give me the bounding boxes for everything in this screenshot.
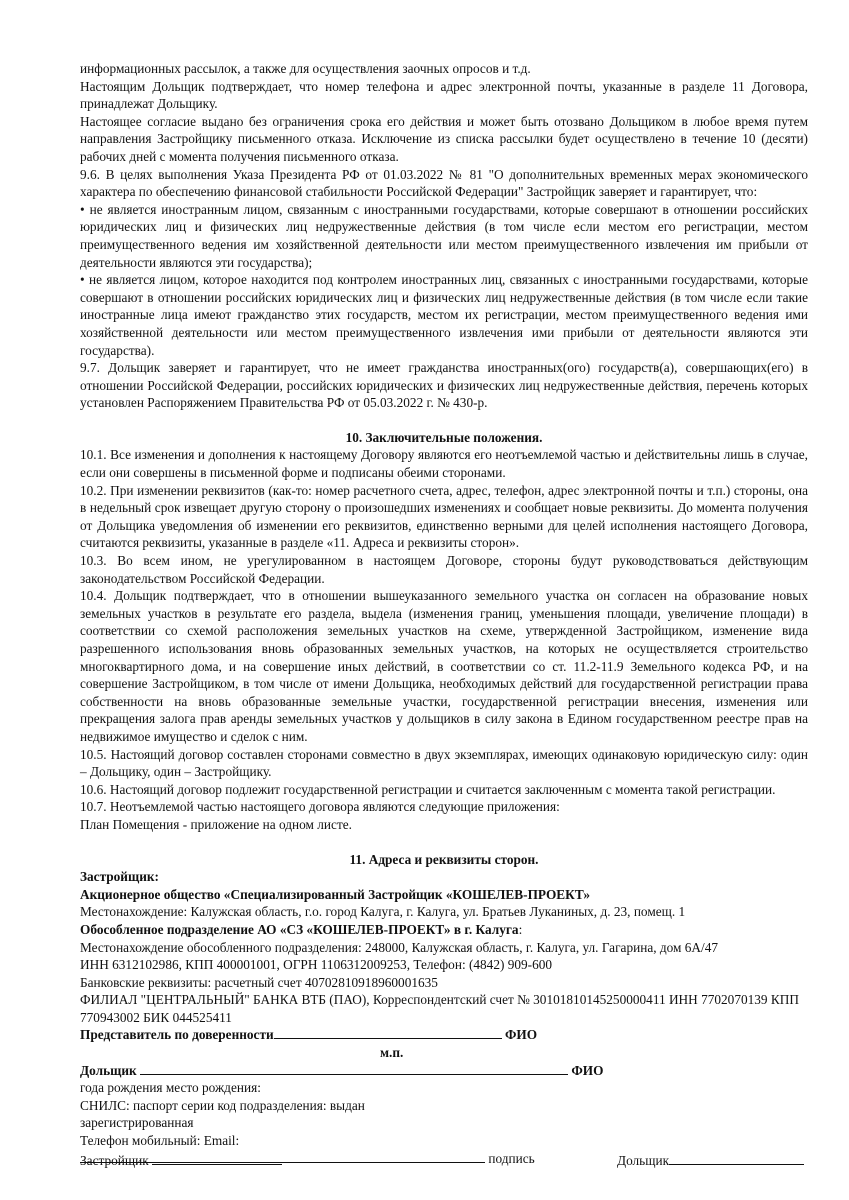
intro-paragraph: Настоящее согласие выдано без ограничения срока его действия и может быть отозвано Дольщиком в любое время путем направления Застройщику письменного отказа. Исключение из списка рассылки будет осуществлено в течение 10 (десяти) рабочих дней с момента получения письменного отказа.: [80, 113, 808, 164]
shareholder-label: Дольщик: [80, 1062, 137, 1078]
section-10-title: 10. Заключительные положения.: [345, 429, 543, 445]
clause-9-7: 9.7. Дольщик заверяет и гарантирует, что не имеет гражданства иностранных(ого) государств(а), совершающих(его) в отношении Российской Федерации, российских юридических и физических лиц недружественные действия, перечень которых установлен Распоряжением Правительства РФ от 05.03.2022 г. № 430-р.: [80, 360, 808, 411]
branch-heading: [80, 921, 808, 939]
company-ids: ИНН 6312102986, КПП 400001001, ОГРН 1106312009253, Телефон: (4842) 909-600: [80, 957, 553, 973]
signature-label: подпись: [488, 1150, 535, 1166]
developer-sign-label: Застройщик: [80, 1153, 149, 1168]
contact-line: Телефон мобильный: Email:: [80, 1133, 240, 1149]
snils-line: СНИЛС: паспорт серии код подразделения: выдан: [80, 1097, 365, 1113]
shareholder-sign-label: Дольщик: [617, 1153, 670, 1168]
bank-details: ФИЛИАЛ "ЦЕНТРАЛЬНЫЙ" БАНКА ВТБ (ПАО), Корреспондентский счет № 30101810145250000411 ИНН 7702070139 КПП 770943002 БИК 044525411: [80, 992, 799, 1025]
bullet-item: • не является иностранным лицом, связанным с иностранными государствами, которые совершают в отношении российских юридических лиц и физических лиц недружественные действия (в том числе если местом его регистрации, местом преимущественного ведения им хозяйственной деятельности или местом преимущественного извлечения им прибыли от деятельности являются эти государства);: [80, 201, 808, 270]
clause-10-6: 10.6. Настоящий договор подлежит государственной регистрации и считается заключенным с момента такой регистрации.: [80, 781, 776, 797]
representative-line: [80, 1026, 808, 1044]
clause-10-2: 10.2. При изменении реквизитов (как-то: номер расчетного счета, адрес, телефон, адрес электронной почты и т.п.) стороны, она в недельный срок извещает другую сторону о произошедших изменениях и сообщает новые реквизиты. До момента получения от Дольщика уведомления об изменении его реквизитов, единственно верными для целей исполнения настоящего Договора, считаются реквизиты, указанные в разделе «11. Адреса и реквизиты сторон».: [80, 482, 808, 551]
representative-signature-line[interactable]: [274, 1026, 502, 1039]
branch-colon: :: [518, 921, 523, 937]
clause-10-3: 10.3. Во всем ином, не урегулированном в настоящем Договоре, стороны будут руководствоваться действующим законодательством Российской Федерации.: [80, 553, 808, 586]
branch-location: Местонахождение обособленного подразделения: 248000, Калужская область, г. Калуга, ул. Гагарина, дом 6А/47: [80, 939, 719, 955]
shareholder-signature-line[interactable]: [140, 1062, 568, 1075]
shareholder-sign-line[interactable]: [669, 1152, 804, 1165]
representative-label: Представитель по доверенности: [80, 1027, 274, 1043]
stamp-label: м.п.: [380, 1045, 404, 1061]
intro-paragraph: информационных рассылок, а также для осуществления заочных опросов и т.д.: [80, 61, 531, 76]
bank-account: Банковские реквизиты: расчетный счет 40702810918960001635: [80, 974, 438, 990]
section-11-title: 11. Адреса и реквизиты сторон.: [349, 851, 539, 867]
branch-name: Обособленное подразделение АО «СЗ «КОШЕЛЕВ-ПРОЕКТ» в г. Калуга: [80, 921, 519, 937]
birth-line: года рождения место рождения:: [80, 1080, 261, 1096]
developer-sign: [80, 1152, 282, 1169]
registered-line: зарегистрированная: [80, 1115, 194, 1131]
shareholder-sign: [617, 1152, 804, 1169]
developer-name: Акционерное общество «Специализированный Застройщик «КОШЕЛЕВ-ПРОЕКТ»: [80, 886, 590, 902]
developer-sign-line[interactable]: [152, 1152, 282, 1165]
clause-10-4: 10.4. Дольщик подтверждает, что в отношении вышеуказанного земельного участка он согласен на образование новых земельных участков в результате его раздела, выдела (изменения границ, уменьшения площади, увеличение площади) в соответствии со схемой расположения земельных участков на схеме, утвержденной Застройщиком, изменение вида разрешенного использования вновь образованных земельных участков, на которых не осуществляется строительство многоквартирного дома, и на совершение иных действий, в соответствии со ст. 11.2-11.9 Земельного кодекса РФ, и на совершение Застройщиком, в том числе от имени Дольщика, необходимых действий для государственной регистрации права собственности на вновь образованные земельные участки, государственной регистрации внесения, изменения или прекращения залога прав аренды земельных участков у дольщиков в силу закона в Едином государственном реестре прав на недвижимое имущество и сделок с ним.: [80, 588, 808, 744]
clause-10-7: 10.7. Неотъемлемой частью настоящего договора являются следующие приложения:: [80, 799, 560, 815]
clause-9-6: 9.6. В целях выполнения Указа Президента РФ от 01.03.2022 № 81 "О дополнительных временных мерах экономического характера по обеспечению финансовой стабильности Российской Федерации" Застройщик заверяет и гарантирует, что:: [80, 166, 808, 200]
intro-paragraph: Настоящим Дольщик подтверждает, что номер телефона и адрес электронной почты, указанные в разделе 11 Договора, принадлежат Дольщику.: [80, 78, 808, 112]
clause-10-5: 10.5. Настоящий договор составлен сторонами совместно в двух экземплярах, имеющих одинаковую юридическую силу: один – Дольщику, один – Застройщику.: [80, 746, 808, 780]
shareholder-line: [80, 1062, 808, 1080]
shareholder-fio-label: ФИО: [571, 1062, 604, 1078]
representative-fio-label: ФИО: [504, 1027, 538, 1043]
bullet-item: • не является лицом, которое находится под контролем иностранных лиц, связанных с иностранными государствами, которые совершают в отношении российских юридических лиц и физических лиц недружественные действия (в том числе если такие иностранные лица имеют гражданство этих государств, местом их регистрации, местом преимущественного ведения ими хозяйственной деятельности или местом преимущественного извлечения ими прибыли от деятельности являются эти государства).: [80, 272, 808, 358]
developer-location: Местонахождение: Калужская область, г.о. город Калуга, г. Калуга, ул. Братьев Луканиных, д. 23, помещ. 1: [80, 904, 686, 920]
contract-page: [80, 60, 808, 1167]
clause-10-1: 10.1. Все изменения и дополнения к настоящему Договору являются его неотъемлемой частью и действительны лишь в случае, если они совершены в письменной форме и подписаны обеими сторонами.: [80, 447, 808, 481]
developer-label: Застройщик:: [80, 869, 159, 885]
appendix-line: План Помещения - приложение на одном листе.: [80, 816, 352, 832]
